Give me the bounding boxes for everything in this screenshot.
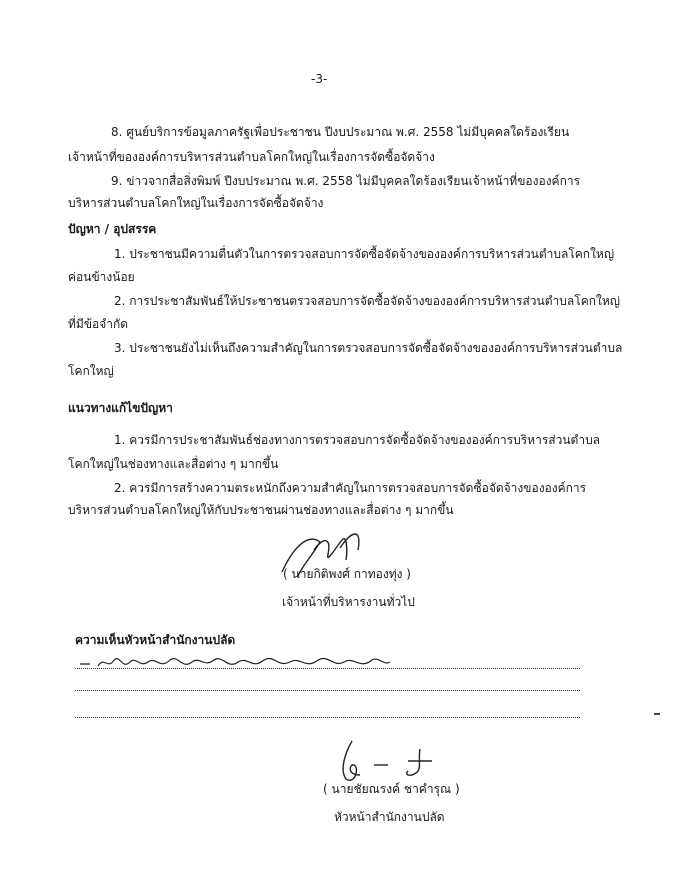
solution-1-line1: 1. ควรมีการประชาสัมพันธ์ช่องทางการตรวจสอบการจัดซื้อจัดจ้างขององค์การบริหารส่วนตำบล bbox=[114, 433, 601, 447]
item-9-line2: บริหารส่วนตำบลโคกใหญ่ในเรื่องการจัดซื้อจัดจ้าง bbox=[68, 196, 324, 210]
problem-2-line2: ที่มีข้อจำกัด bbox=[68, 317, 129, 331]
margin-mark bbox=[654, 713, 660, 715]
comment-line-3 bbox=[75, 717, 580, 718]
handwritten-comment bbox=[78, 652, 398, 677]
signature-2-image bbox=[330, 735, 450, 785]
comment-heading: ความเห็นหัวหน้าสำนักงานปลัด bbox=[75, 633, 236, 647]
item-9-line1: 9. ข่าวจากสื่อสิ่งพิมพ์ ปีงบประมาณ พ.ศ. 2558 ไม่มีบุคคลใดร้องเรียนเจ้าหน้าที่ขององค์การ bbox=[111, 174, 581, 188]
signer-1-position: เจ้าหน้าที่บริหารงานทั่วไป bbox=[282, 595, 415, 609]
signer-2-name: ( นายชัยณรงค์ ชาคำรุณ ) bbox=[323, 782, 460, 796]
item-8-line2: เจ้าหน้าที่ขององค์การบริหารส่วนตำบลโคกใหญ่ในเรื่องการจัดซื้อจัดจ้าง bbox=[68, 150, 435, 164]
comment-line-1 bbox=[75, 668, 580, 669]
problem-1-line1: 1. ประชาชนมีความตื่นตัวในการตรวจสอบการจัดซื้อจัดจ้างขององค์การบริหารส่วนตำบลโคกใหญ่ bbox=[114, 247, 615, 261]
solution-1-line2: โคกใหญ่ในช่องทางและสื่อต่าง ๆ มากขึ้น bbox=[68, 457, 279, 471]
signer-1-name: ( นายกิติพงศ์ กาทองทุ่ง ) bbox=[283, 567, 411, 581]
solution-2-line2: บริหารส่วนตำบลโคกใหญ่ให้กับประชาชนผ่านช่องทางและสื่อต่าง ๆ มากขึ้น bbox=[68, 503, 454, 517]
solution-2-line1: 2. ควรมีการสร้างความตระหนักถึงความสำคัญในการตรวจสอบการจัดซื้อจัดจ้างขององค์การ bbox=[114, 481, 587, 495]
problems-heading: ปัญหา / อุปสรรค bbox=[68, 222, 157, 236]
problem-3-line1: 3. ประชาชนยังไม่เห็นถึงความสำคัญในการตรวจสอบการจัดซื้อจัดจ้างขององค์การบริหารส่วนตำบล bbox=[114, 341, 623, 355]
solutions-heading: แนวทางแก้ไขปัญหา bbox=[68, 401, 173, 415]
problem-2-line1: 2. การประชาสัมพันธ์ให้ประชาชนตรวจสอบการจัดซื้อจัดจ้างขององค์การบริหารส่วนตำบลโคกใหญ่ bbox=[114, 294, 620, 308]
signer-2-position: หัวหน้าสำนักงานปลัด bbox=[334, 810, 445, 824]
comment-line-2 bbox=[75, 690, 580, 691]
handwritten-comment-image bbox=[78, 652, 398, 674]
item-8-line1: 8. ศูนย์บริการข้อมูลภาครัฐเพื่อประชาชน ปีงบประมาณ พ.ศ. 2558 ไม่มีบุคคลใดร้องเรียน bbox=[111, 125, 570, 139]
page-number: -3- bbox=[311, 72, 328, 86]
problem-1-line2: ค่อนข้างน้อย bbox=[68, 270, 135, 284]
problem-3-line2: โคกใหญ่ bbox=[68, 364, 114, 378]
